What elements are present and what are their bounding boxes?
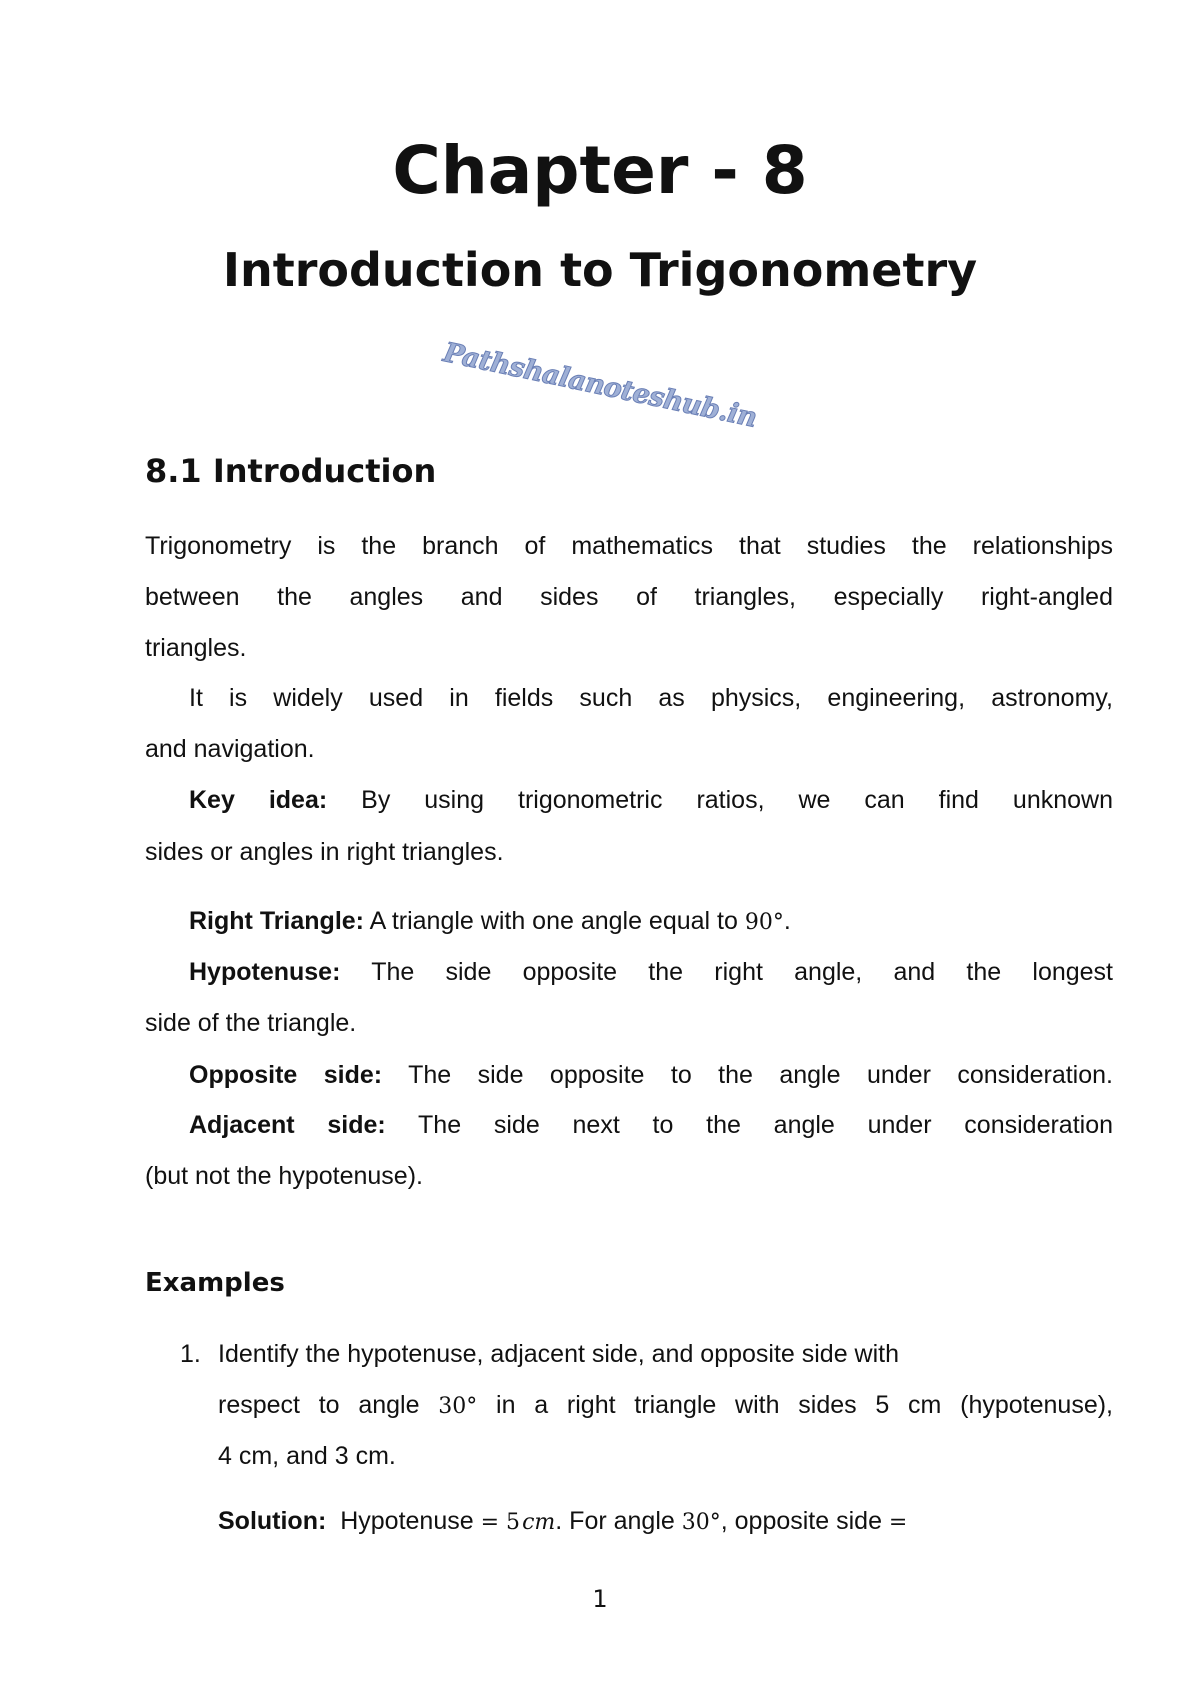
- chapter-subtitle: Introduction to Trigonometry: [222, 243, 978, 297]
- examples-heading: Examples: [145, 1268, 285, 1298]
- math: cm: [522, 1510, 556, 1535]
- term-label: Adjacent side:: [189, 1111, 386, 1139]
- example-line: [218, 1389, 1113, 1421]
- solution-line: [218, 1505, 1113, 1539]
- solution-label: Solution:: [218, 1507, 327, 1535]
- definition-text: The side opposite the right angle, and the longest: [371, 958, 1114, 986]
- paragraph-line: triangles.: [145, 634, 247, 662]
- definition-hypotenuse: [189, 956, 1113, 988]
- math: 90°: [744, 910, 784, 935]
- text: Hypotenuse: [340, 1507, 474, 1535]
- example-line: Identify the hypotenuse, adjacent side, and opposite side with: [218, 1340, 900, 1368]
- term-label: Right Triangle:: [189, 907, 364, 935]
- definition-text: The side opposite to the angle under consideration.: [408, 1061, 1113, 1089]
- paragraph-line: and navigation.: [145, 735, 315, 763]
- definition-adjacent: [189, 1109, 1113, 1141]
- definition-text: A triangle with one angle equal to: [369, 907, 738, 935]
- math: 30°: [681, 1510, 721, 1535]
- paragraph-line: side of the triangle.: [145, 1009, 357, 1037]
- key-idea-label: Key idea:: [189, 786, 328, 814]
- key-idea-text: By using trigonometric ratios, we can find unknown: [361, 786, 1113, 814]
- page-number: 1: [592, 1585, 608, 1613]
- paragraph-line: Trigonometry is the branch of mathematics that studies the relationships: [145, 532, 1113, 560]
- text: . For angle: [555, 1507, 675, 1535]
- math: 30°: [438, 1394, 478, 1419]
- math: 5: [506, 1510, 520, 1535]
- list-number: 1.: [180, 1340, 201, 1368]
- paragraph-line: sides or angles in right triangles.: [145, 838, 504, 866]
- definition-opposite: [189, 1059, 1113, 1091]
- example-line: 4 cm, and 3 cm.: [218, 1442, 396, 1470]
- paragraph-line: (but not the hypotenuse).: [145, 1162, 423, 1190]
- term-label: Hypotenuse:: [189, 958, 341, 986]
- watermark: Pathshalanoteshub.in: [440, 337, 760, 434]
- term-label: Opposite side:: [189, 1061, 383, 1089]
- math: =: [888, 1510, 908, 1535]
- key-idea-line: [189, 784, 1113, 816]
- chapter-title: Chapter - 8: [392, 132, 808, 209]
- section-heading: 8.1 Introduction: [145, 452, 437, 490]
- math: =: [480, 1510, 500, 1535]
- paragraph-line: It is widely used in fields such as physics, engineering, astronomy,: [189, 684, 1113, 712]
- text: , opposite side: [720, 1507, 882, 1535]
- definition-right-triangle: [189, 905, 1113, 939]
- punct: .: [783, 907, 791, 935]
- definition-text: The side next to the angle under consideration: [418, 1111, 1114, 1139]
- text: respect to angle: [218, 1391, 420, 1419]
- text: in a right triangle with sides 5 cm (hypotenuse),: [496, 1391, 1113, 1419]
- paragraph-line: between the angles and sides of triangles, especially right-angled: [145, 583, 1113, 611]
